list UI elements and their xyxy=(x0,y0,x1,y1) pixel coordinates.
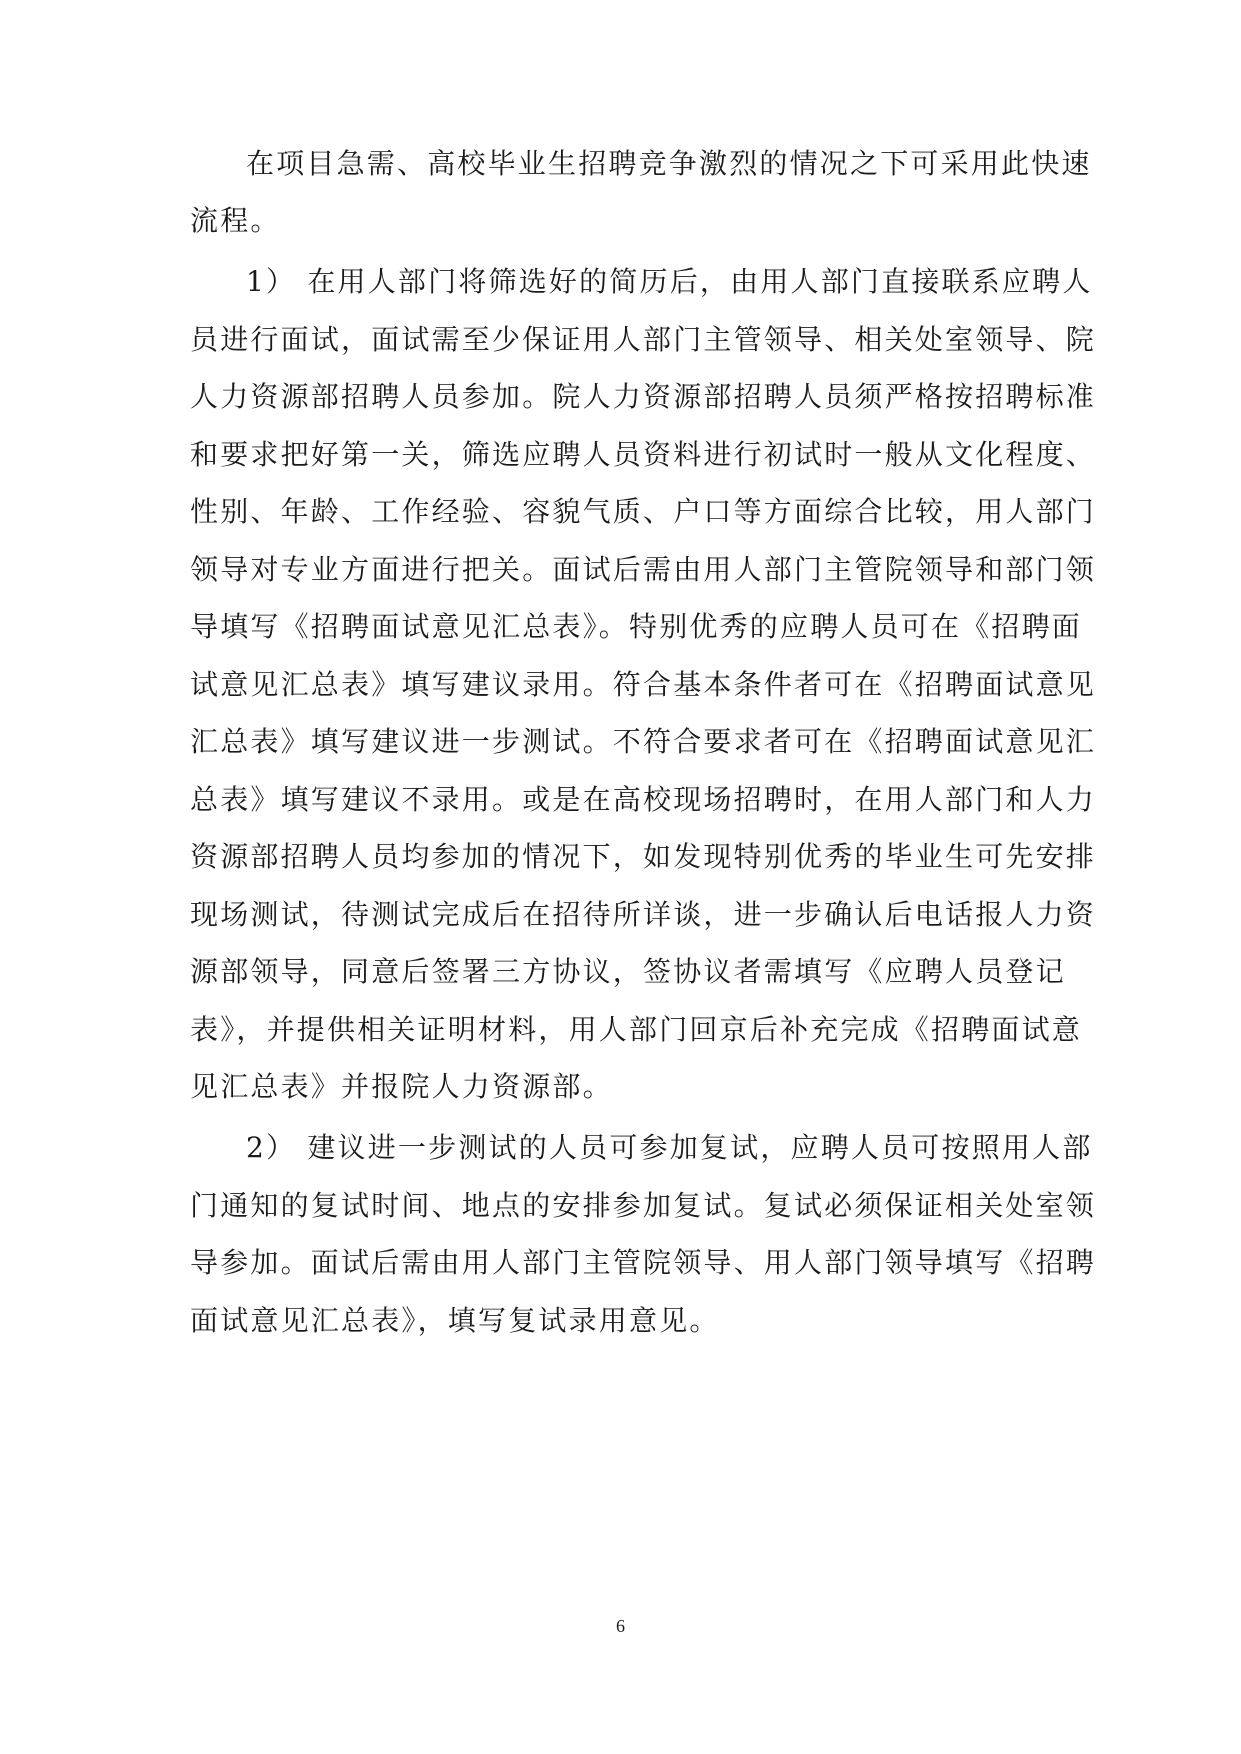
item-1-line-6: 领导对专业方面进行把关。面试后需由用人部门主管院领导和部门领 xyxy=(190,553,1097,586)
item-1-line-13: 源部领导，同意后签署三方协议，签协议者需填写《应聘人员登记 xyxy=(190,955,1066,988)
item-1-line-15: 见汇总表》并报院人力资源部。 xyxy=(190,1070,613,1103)
item-1-line-11: 资源部招聘人员均参加的情况下，如发现特别优秀的毕业生可先安排 xyxy=(190,840,1097,873)
paragraph-intro-line-1: 在项目急需、高校毕业生招聘竞争激烈的情况之下可采用此快速 xyxy=(246,147,1092,180)
paragraph-intro-line-2: 流程。 xyxy=(190,204,281,237)
item-2-line-2: 门通知的复试时间、地点的安排参加复试。复试必须保证相关处室领 xyxy=(190,1189,1097,1222)
page-number: 6 xyxy=(616,1616,625,1636)
item-1-line-8: 试意见汇总表》填写建议录用。符合基本条件者可在《招聘面试意见 xyxy=(190,668,1097,701)
item-1-line-4: 和要求把好第一关，筛选应聘人员资料进行初试时一般从文化程度、 xyxy=(190,438,1097,471)
item-2-line-3: 导参加。面试后需由用人部门主管院领导、用人部门领导填写《招聘 xyxy=(190,1246,1097,1279)
item-1-line-7: 导填写《招聘面试意见汇总表》。特别优秀的应聘人员可在《招聘面 xyxy=(190,610,1083,643)
item-1-line-5: 性别、年龄、工作经验、容貌气质、户口等方面综合比较，用人部门 xyxy=(190,495,1097,528)
item-2-line-4: 面试意见汇总表》，填写复试录用意见。 xyxy=(190,1304,720,1337)
item-1-line-14: 表》，并提供相关证明材料，用人部门回京后补充完成《招聘面试意 xyxy=(190,1013,1083,1046)
item-1-line-9: 汇总表》填写建议进一步测试。不符合要求者可在《招聘面试意见汇 xyxy=(190,725,1097,758)
item-1-line-3: 人力资源部招聘人员参加。院人力资源部招聘人员须严格按招聘标准 xyxy=(190,380,1097,413)
item-2-line-1: 2） 建议进一步测试的人员可参加复试，应聘人员可按照用人部 xyxy=(246,1131,1093,1164)
item-1-line-1: 1） 在用人部门将筛选好的简历后，由用人部门直接联系应聘人 xyxy=(246,265,1093,298)
item-1-line-12: 现场测试，待测试完成后在招待所详谈，进一步确认后电话报人力资 xyxy=(190,898,1097,931)
item-1-line-2: 员进行面试，面试需至少保证用人部门主管领导、相关处室领导、院 xyxy=(190,323,1097,356)
item-1-line-10: 总表》填写建议不录用。或是在高校现场招聘时，在用人部门和人力 xyxy=(190,783,1097,816)
